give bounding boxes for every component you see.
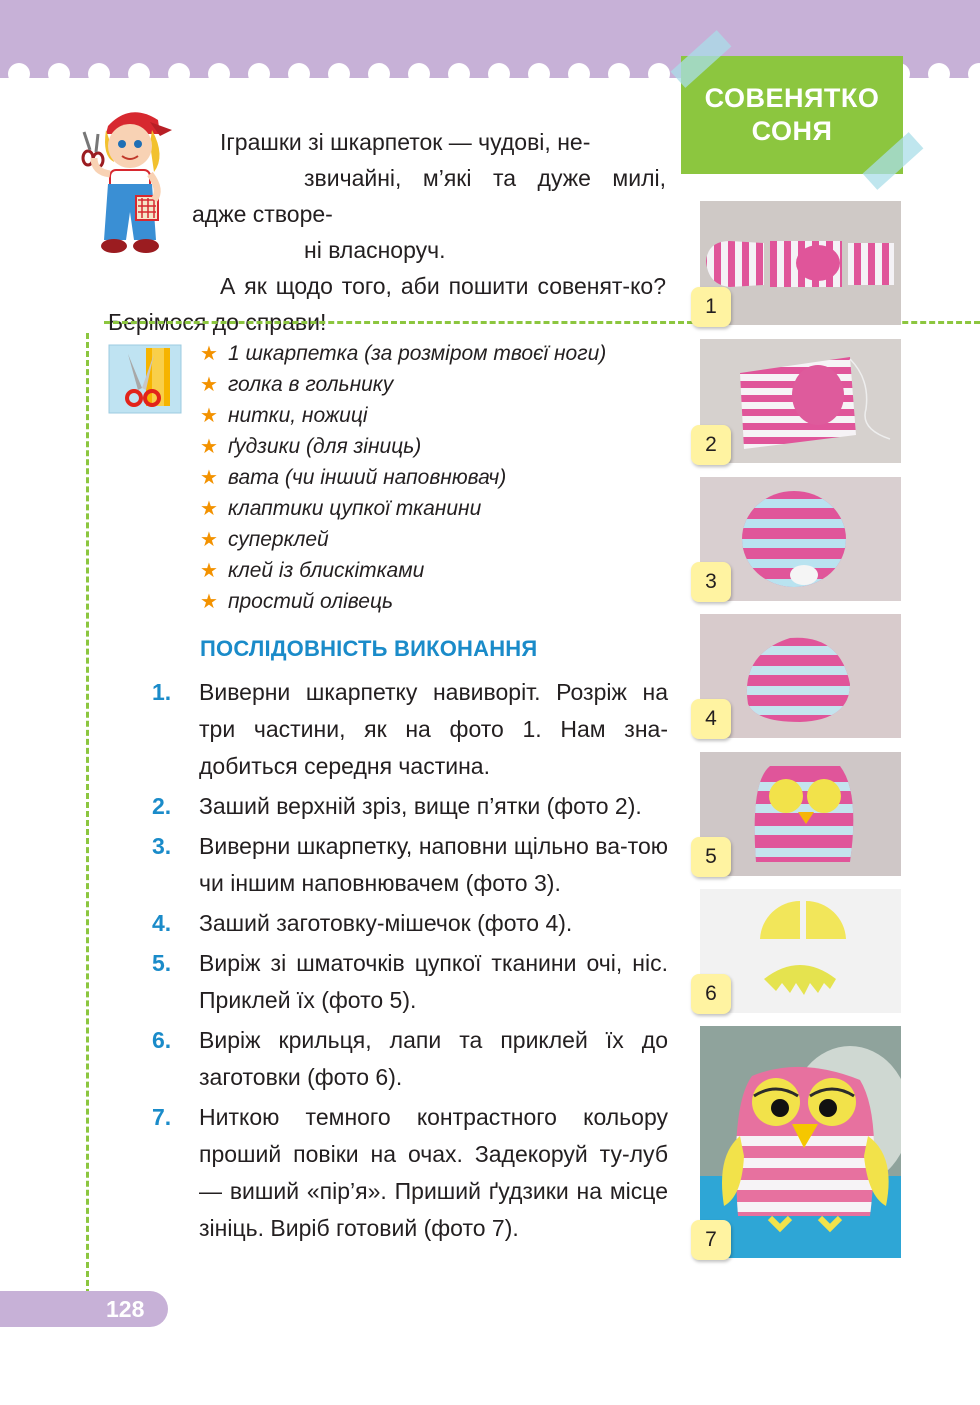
- dot-decoration: [568, 63, 590, 85]
- star-icon: ★: [200, 498, 218, 520]
- step-text: Виверни шкарпетку навиворіт. Розріж на три частини, як на фото 1. Нам зна-добиться середня частина.: [199, 679, 668, 779]
- list-item: [200, 369, 606, 400]
- star-icon: ★: [200, 343, 218, 365]
- photo-label: 5: [691, 837, 731, 877]
- page-title: [681, 56, 903, 174]
- step-item: [152, 945, 668, 1019]
- step-item: [152, 828, 668, 902]
- dot-decoration: [968, 63, 980, 85]
- dashed-border: [86, 333, 89, 1295]
- step-number: 2.: [152, 793, 172, 819]
- material-text: вата (чи інший наповнювач): [227, 466, 507, 489]
- dot-decoration: [608, 63, 630, 85]
- star-icon: ★: [200, 374, 218, 396]
- photo-label: 4: [691, 699, 731, 739]
- step-text: Заший верхній зріз, вище п’ятки (фото 2).: [199, 793, 642, 819]
- step-text: Виріж крильця, лапи та приклей їх до заготовки (фото 6).: [199, 1027, 668, 1090]
- star-icon: ★: [200, 591, 218, 613]
- photo-label: 3: [691, 562, 731, 602]
- dot-decoration: [128, 63, 150, 85]
- dot-decoration: [528, 63, 550, 85]
- dot-decoration: [408, 63, 430, 85]
- material-text: суперклей: [227, 528, 329, 551]
- list-item: [200, 400, 606, 431]
- list-item: [200, 586, 606, 617]
- materials-list: [200, 338, 606, 617]
- steps-heading: ПОСЛІДОВНІСТЬ ВИКОНАННЯ: [200, 636, 538, 661]
- star-icon: ★: [200, 405, 218, 427]
- star-icon: ★: [200, 467, 218, 489]
- photo-label: 7: [691, 1220, 731, 1260]
- intro-paragraph-2: А як щодо того, аби пошити совенят-ко? Берімося до справи!: [108, 273, 666, 335]
- dot-decoration: [88, 63, 110, 85]
- material-text: клаптики цупкої тканини: [227, 497, 482, 520]
- intro-text: [108, 124, 666, 340]
- list-item: [200, 338, 606, 369]
- photo-label: 2: [691, 425, 731, 465]
- material-text: простий олівець: [227, 590, 393, 613]
- intro-paragraph-1: [108, 124, 666, 268]
- star-icon: ★: [200, 529, 218, 551]
- step-number: 7.: [152, 1104, 172, 1130]
- step-number: 1.: [152, 679, 172, 705]
- list-item: [200, 493, 606, 524]
- dot-decoration: [928, 63, 950, 85]
- material-text: ґудзики (для зіниць): [227, 435, 422, 458]
- step-item: [152, 788, 668, 825]
- material-text: 1 шкарпетка (за розміром твоєї ноги): [227, 342, 607, 365]
- dot-decoration: [48, 63, 70, 85]
- step-number: 6.: [152, 1027, 172, 1053]
- intro-line: звичайні, м’які та дуже милі, адже створе-: [192, 165, 666, 227]
- step-text: Виріж зі шматочків цупкої тканини очі, ніс. Приклей їх (фото 5).: [199, 950, 668, 1013]
- step-item: [152, 674, 668, 785]
- material-text: голка в гольнику: [227, 373, 394, 396]
- material-text: нитки, ножиці: [227, 404, 368, 427]
- steps-list: [152, 674, 668, 1250]
- dot-decoration: [288, 63, 310, 85]
- dot-decoration: [8, 63, 30, 85]
- dot-decoration: [328, 63, 350, 85]
- step-number: 4.: [152, 910, 172, 936]
- step-number: 5.: [152, 950, 172, 976]
- step-item: [152, 905, 668, 942]
- step-item: [152, 1022, 668, 1096]
- list-item: [200, 431, 606, 462]
- material-text: клей із блискітками: [227, 559, 425, 582]
- star-icon: ★: [200, 436, 218, 458]
- dot-decoration: [488, 63, 510, 85]
- dot-decoration: [168, 63, 190, 85]
- step-text: Ниткою темного контрастного кольору проший повіки на очах. Задекоруй ту-луб — виший «пір’я». Приший ґудзики на місце зініць. Виріб готовий (фото 7).: [199, 1104, 668, 1241]
- photo-label: 6: [691, 974, 731, 1014]
- dot-decoration: [248, 63, 270, 85]
- list-item: [200, 462, 606, 493]
- step-item: [152, 1099, 668, 1247]
- intro-line: Іграшки зі шкарпеток — чудові, не-: [220, 129, 591, 155]
- dot-decoration: [448, 63, 470, 85]
- photo-7: [700, 1026, 901, 1258]
- step-number: 3.: [152, 833, 172, 859]
- intro-line: ні власноруч.: [304, 237, 446, 263]
- step-text: Виверни шкарпетку, наповни щільно ва-тою чи іншим наповнювачем (фото 3).: [199, 833, 668, 896]
- star-icon: ★: [200, 560, 218, 582]
- dot-decoration: [208, 63, 230, 85]
- title-line-1: СОВЕНЯТКО: [704, 83, 880, 113]
- scissors-pencil-icon: [108, 344, 182, 414]
- page-number: 128: [0, 1291, 168, 1327]
- title-line-2: СОНЯ: [751, 116, 833, 146]
- list-item: [200, 524, 606, 555]
- list-item: [200, 555, 606, 586]
- step-text: Заший заготовку-мішечок (фото 4).: [199, 910, 573, 936]
- photo-label: 1: [691, 287, 731, 327]
- dot-decoration: [368, 63, 390, 85]
- dot-decoration: [648, 63, 670, 85]
